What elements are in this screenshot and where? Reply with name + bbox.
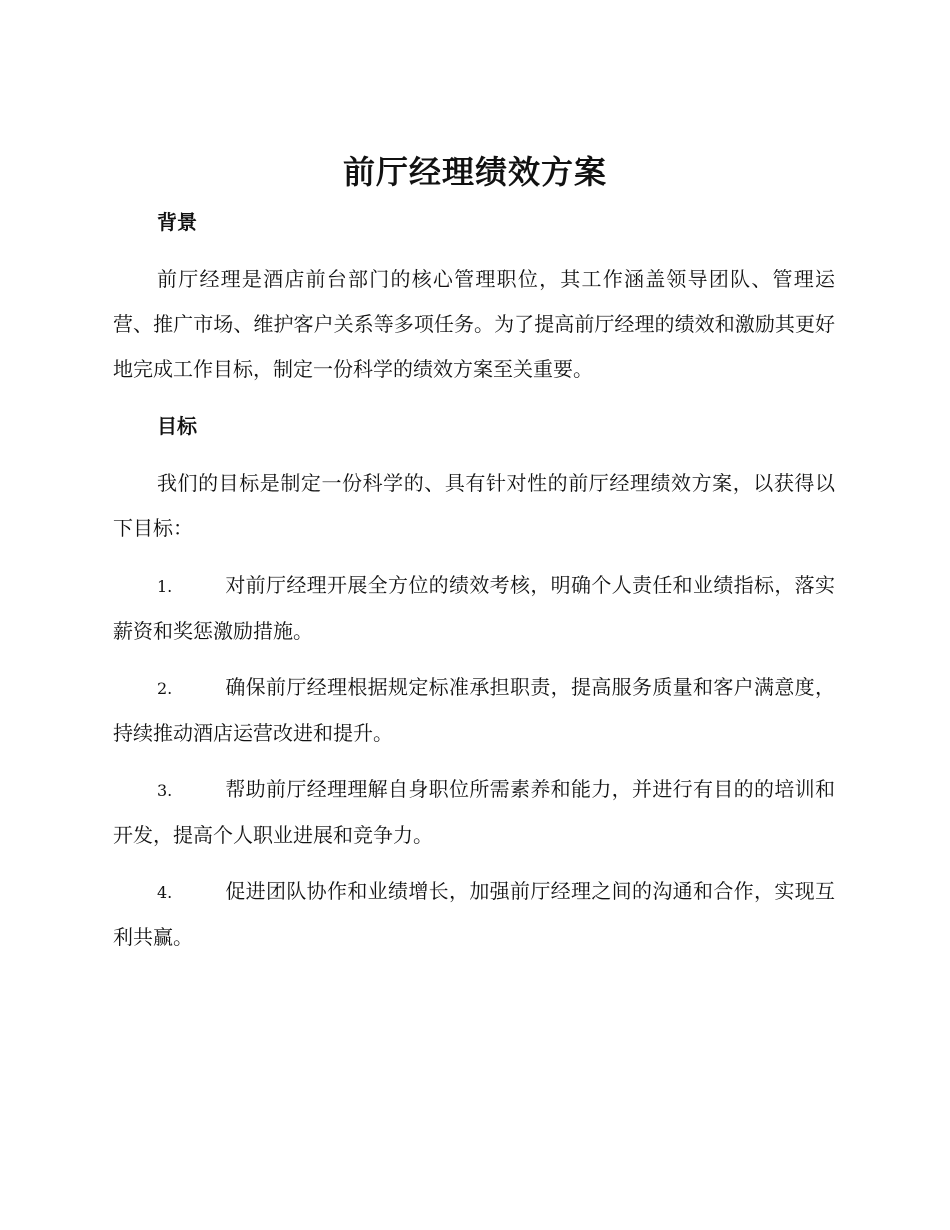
list-item-number: 4. (157, 883, 173, 902)
list-item (113, 563, 835, 654)
goals-paragraph: 我们的目标是制定一份科学的、具有针对性的前厅经理绩效方案，以获得以下目标： (113, 471, 835, 540)
background-paragraph: 前厅经理是酒店前台部门的核心管理职位，其工作涵盖领导团队、管理运营、推广市场、维护客户关系等多项任务。为了提高前厅经理的绩效和激励其更好地完成工作目标，制定一份科学的绩效方案至关重要。 (113, 267, 835, 381)
list-item-text: 对前厅经理开展全方位的绩效考核，明确个人责任和业绩指标，落实薪资和奖惩激励措施。 (113, 573, 835, 643)
document-title: 前厅经理绩效方案 (342, 153, 607, 191)
section-heading-background: 背景 (157, 210, 197, 234)
list-item-text: 帮助前厅经理理解自身职位所需素养和能力，并进行有目的的培训和开发，提高个人职业进展和竞争力。 (113, 777, 835, 847)
list-item-text: 促进团队协作和业绩增长，加强前厅经理之间的沟通和合作，实现互利共赢。 (113, 879, 835, 949)
list-item (113, 869, 835, 960)
list-item-number: 2. (157, 679, 173, 698)
list-item (113, 767, 835, 858)
list-item-text: 确保前厅经理根据规定标准承担职责，提高服务质量和客户满意度，持续推动酒店运营改进和提升。 (113, 675, 835, 745)
section-heading-goals: 目标 (157, 414, 197, 438)
list-item-number: 3. (157, 781, 173, 800)
list-item-number: 1. (157, 577, 173, 596)
list-item (113, 665, 835, 756)
